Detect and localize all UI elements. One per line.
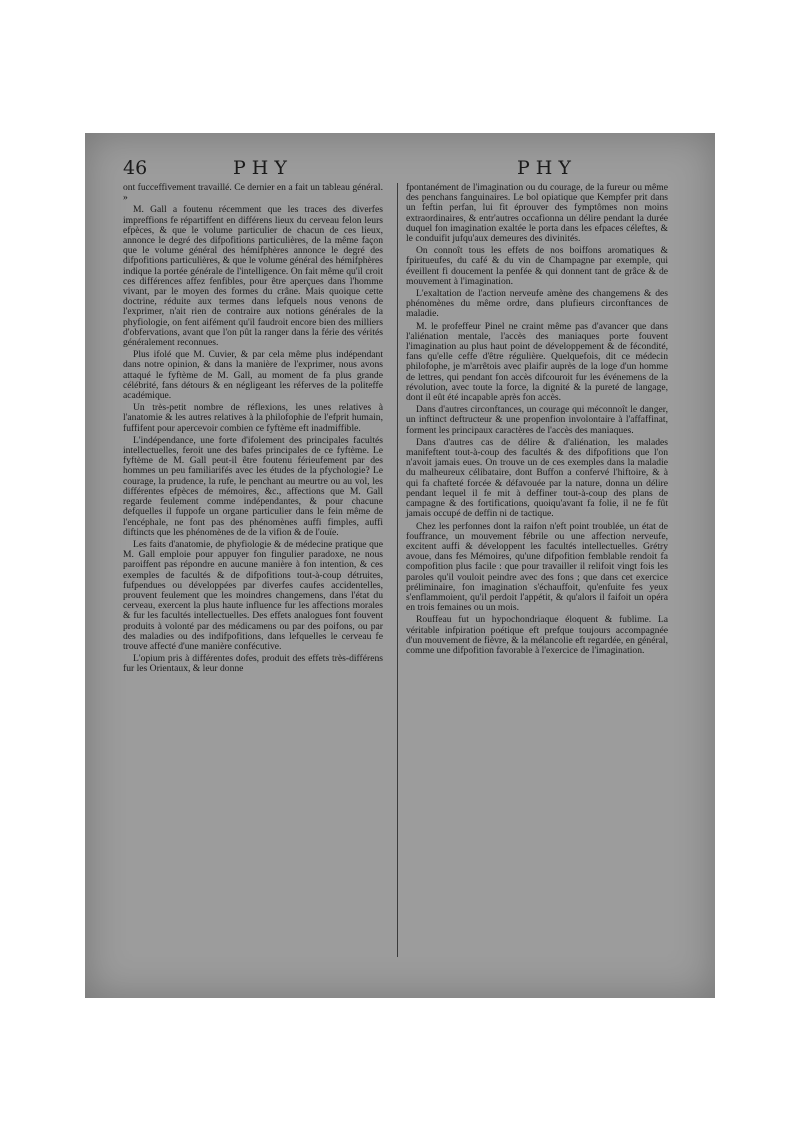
page-header xyxy=(85,157,715,181)
paragraph: L'indépendance, une forte d'ifolement des principales facultés intellectuelles, feroit une des bafes principales de ce fyftème. Le fyftème de M. Gall peut-il être foutenu férieufement par des hommes un peu familiarifés avec les études de la pfychologie? Le courage, la prudence, la rufe, le penchant au meurtre ou au vol, les différentes efpèces de mémoires, &c., affections que M. Gall regarde feulement comme indépendantes, & pour chacune defquelles il fuppofe un organe particulier dans le fein même de l'encéphale, ne font pas des phénomènes auffi fimples, auffi diftincts que les phénomènes de de la vifion & de l'ouïe. xyxy=(123,434,383,538)
paragraph: L'exaltation de l'action nerveufe amène des changemens & des phénomènes du même ordre, dans plufieurs circonftances de maladie. xyxy=(406,288,668,320)
paragraph: fpontanément de l'imagination ou du courage, de la fureur ou même des penchans fanguinaires. Le bol opiatique que Kempfer prit dans un feftin perfan, lui fit éprouver des fymptômes non moins extraordinaires, & entr'autres occafionna un délire pendant la durée duquel fon imagination exaltée le porta dans les efpaces céleftes, & le conduifit jufqu'aux demeures des divinités. xyxy=(406,182,668,245)
running-head-right: PHY xyxy=(517,157,577,179)
paragraph: Dans d'autres circonftances, un courage qui méconnoît le danger, un inftinct deftructeur & une propenfion involontaire à l'affaffinat, forment les principaux caractères de l'accès des maniaques. xyxy=(406,404,668,436)
paragraph: Chez les perfonnes dont la raifon n'eft point troublée, un état de fouffrance, un mouvement fébrile ou une affection nerveufe, excitent auffi & développent les facultés intellectuelles. Grétry avoue, dans fes Mémoires, qu'une difpofition femblable rendoit fa compofition plus facile : que pour travailler il relifoit vingt fois les paroles qu'il vouloit peindre avec des fons ; que dans cet exercice préliminaire, fon imagination s'échauffoit, qu'enfuite fes yeux s'enflammoient, qu'il perdoit l'appétit, & qu'alors il faifoit un opéra en trois femaines ou un mois. xyxy=(406,520,668,614)
paragraph: Un très-petit nombre de réflexions, les unes relatives à l'anatomie & les autres relatives à la philofophie de l'efprit humain, fuffifent pour apercevoir combien ce fyftème eft inadmiffible. xyxy=(123,402,383,434)
paragraph: Plus ifolé que M. Cuvier, & par cela même plus indépendant dans notre opinion, & dans la manière de l'exprimer, nous avons attaqué le fyftème de M. Gall, au moment de fa plus grande célébrité, fans détours & en négligeant les réferves de la politeffe académique. xyxy=(123,349,383,402)
paragraph: Dans d'autres cas de délire & d'aliénation, les malades manifeftent tout-à-coup des facultés & des difpofitions que l'on n'avoit jamais eues. On trouve un de ces exemples dans la maladie du malheureux célibataire, dont Buffon a confervé l'hiftoire, & à qui fa chafteté forcée & défavouée par la nature, donna un délire pendant lequel il fe mit à deffiner tout-à-coup des plans de campagne & des fortifications, quoiqu'avant fa folie, il ne fe fût jamais occupé de deffin ni de tactique. xyxy=(406,436,668,520)
running-head-left: PHY xyxy=(233,157,293,179)
paragraph: ont fucceffivement travaillé. Ce dernier en a fait un tableau général. » xyxy=(123,182,383,204)
paragraph: L'opium pris à différentes dofes, produit des effets très-différens fur les Orientaux, & leur donne xyxy=(123,653,383,675)
scanned-page xyxy=(85,133,715,998)
right-column xyxy=(406,183,668,658)
paragraph: M. le profeffeur Pinel ne craint même pas d'avancer que dans l'aliénation mentale, l'accès des maniaques porte fouvent l'imagination au plus haut point de développement & de fécondité, fans qu'elle ceffe d'être régulière. Quelquefois, dit ce médecin philofophe, je m'arrêtois avec plaifir auprès de la loge d'un homme de lettres, qui pendant fon accès difcouroit fur les événemens de la révolution, avec toute la force, la dignité & la pureté de langage, dont il eût été incapable après fon accès. xyxy=(406,320,668,404)
paragraph: M. Gall a foutenu récemment que les traces des diverfes impreffions fe répartiffent en différens lieux du cerveau felon leurs efpèces, & que le volume particulier de chacun de ces lieux, annonce le degré des difpofitions particulières, de la même façon que le volume général des hémifphères annonce le degré des difpofitions particulières, & que le volume général des hémifphères indique la portée générale de l'intelligence. On fait même qu'il croit ces différences affez fenfibles, pour être aperçues dans l'homme vivant, par le moyen des formes du crâne. Mais quoique cette doctrine, réduite aux termes dans lefquels nous venons de l'exprimer, n'ait rien de contraire aux notions générales de la phyfiologie, on fent aifément qu'il faudroit encore bien des milliers d'obfervations, avant que l'on pût la ranger dans la férie des vérités généralement reconnues. xyxy=(123,204,383,349)
left-column xyxy=(123,183,383,677)
paragraph: Les faits d'anatomie, de phyfiologie & de médecine pratique que M. Gall emploie pour appuyer fon fingulier paradoxe, ne nous paroiffent pas répondre en aucune manière à fon intention, & ces exemples de facultés & de difpofitions tout-à-coup détruites, fufpendues ou développées par diverfes caufes accidentelles, prouvent feulement que les moindres changemens, dans l'état du cerveau, exercent la plus haute influence fur les affections morales & fur les facultés intellectuelles. Des effets analogues font fouvent produits à volonté par des médicamens ou par des poifons, ou par des maladies ou des indifpofitions, dans lefquelles le cerveau fe trouve affecté d'une manière confécutive. xyxy=(123,538,383,652)
paragraph: On connoît tous les effets de nos boiffons aromatiques & fpiritueufes, du café & du vin de Champagne par exemple, qui éveillent fi doucement la penfée & qui donnent tant de grâce & de mouvement à l'imagination. xyxy=(406,245,668,287)
paragraph: Rouffeau fut un hypochondriaque éloquent & fublime. La véritable infpiration poétique eft prefque toujours accompagnée d'un mouvement de fièvre, & la mélancolie eft regardée, en général, comme une difpofition favorable à l'exercice de l'imagination. xyxy=(406,614,668,656)
column-divider xyxy=(397,183,398,957)
page-number: 46 xyxy=(123,157,148,179)
